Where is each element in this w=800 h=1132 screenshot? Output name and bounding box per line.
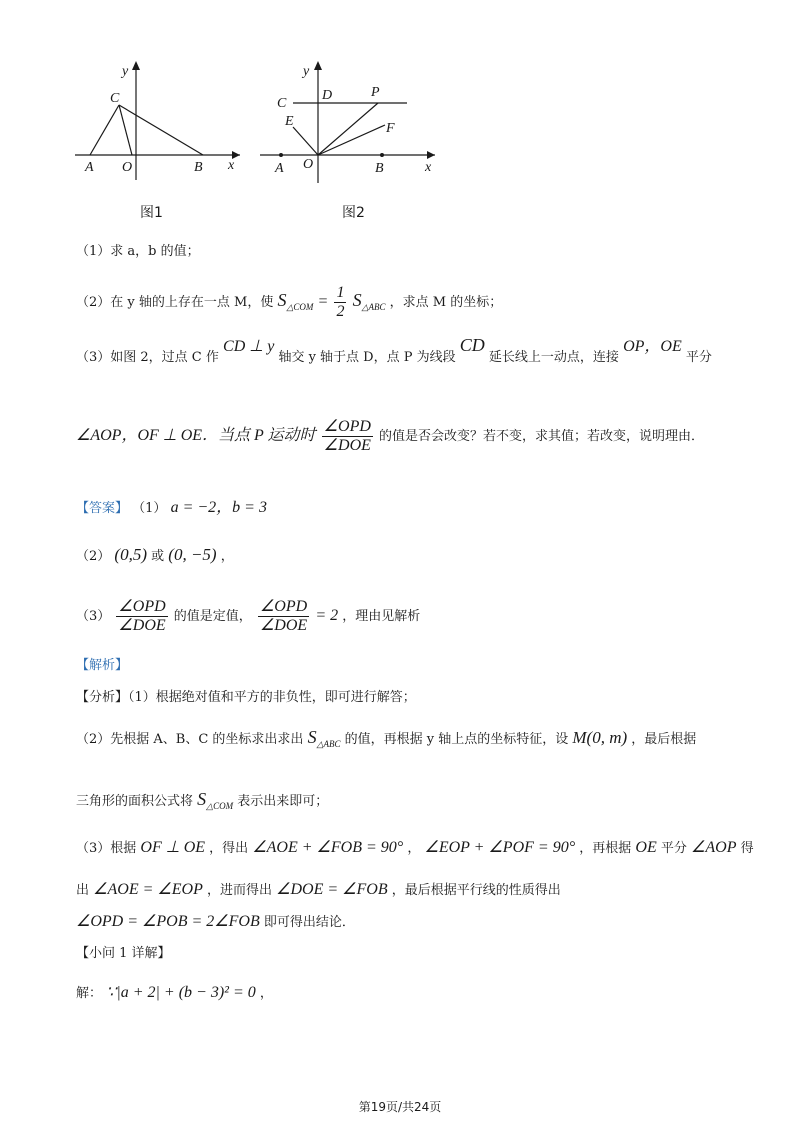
ray-op (318, 103, 378, 155)
label-c: C (277, 96, 287, 111)
answer-1: 【答案】 （1） a = −2，b = 3 (76, 499, 267, 516)
label-x: x (228, 158, 235, 173)
question-2-text-b: ，求点 M 的坐标； (389, 295, 503, 310)
s-com: $S_{\triangle COM}$ (277, 290, 314, 313)
segment-ac (90, 105, 119, 155)
label-e: E (285, 114, 294, 129)
s-com-inline: $S_{\triangle COM}$ (197, 789, 234, 812)
segment-cd: CD (459, 335, 485, 355)
fraction-opd-doe: $\frac{\text{∠OPD}}{\text{∠DOE}}$ (323, 418, 371, 454)
question-2 (76, 284, 502, 321)
answer-3: （3） $\frac{\text{∠OPD}}{\text{∠DOE}}$ 的值是定值， $\frac{\text{∠OPD}}{\text{∠DOE}}$ = 2 ，理由见解析 (76, 598, 421, 634)
y-axis-arrow (314, 61, 322, 70)
question-1: （1）求 a，b 的值； (76, 244, 200, 259)
s-abc: $S_{\triangle ABC}$ (352, 290, 386, 313)
point-a (279, 153, 283, 157)
question-2-text-a: （2）在 y 轴的上存在一点 M，使 (76, 295, 274, 310)
answer-tag: 【答案】 (76, 501, 129, 516)
page-number: 第19页/共24页 (358, 1100, 442, 1114)
ray-of (318, 125, 385, 155)
solution-line: 解： ∵|a + 2| + (b − 3)² = 0 ， (76, 984, 273, 1001)
figure-2-diagram (255, 55, 445, 185)
question-3-line-1: （3）如图 2，过点 C 作 CD ⊥ y 轴交 y 轴于点 D，点 P 为线段 CD 延长线上一动点，连接 OP，OE 平分 (76, 335, 712, 365)
fraction-one-half: $\frac{1}{2}$ (336, 284, 345, 320)
label-d: D (322, 88, 333, 103)
label-b: B (194, 160, 203, 175)
analysis-p3-line-1: （3）根据 OF ⊥ OE ，得出 ∠AOE + ∠FOB = 90° ， ∠EOP + ∠POF = 90° ，再根据 OE 平分 ∠AOP 得 (76, 839, 754, 856)
detail-tag: 【小问 1 详解】 (76, 946, 171, 961)
figure-1-caption: 图1 (140, 205, 163, 221)
analysis-p3-line-3: ∠OPD = ∠POB = 2∠FOB 即可得出结论． (76, 913, 355, 930)
label-o: O (122, 160, 133, 175)
answer-2: （2） (0,5) 或 (0, −5) ， (76, 545, 234, 564)
analysis-p1: 【分析】（1）根据绝对值和平方的非负性，即可进行解答； (76, 690, 416, 705)
analysis-p2-line-2: 三角形的面积公式将 $S_{\triangle COM}$ 表示出来即可； (76, 789, 329, 812)
s-abc-inline: $S_{\triangle ABC}$ (307, 727, 341, 750)
label-a: A (275, 161, 284, 176)
op-oe: OP，OE (623, 338, 682, 355)
x-axis-arrow (427, 151, 435, 159)
question-3-line-2: ∠AOP，OF ⊥ OE．当点 P 运动时 $\frac{\text{∠OPD}}{\text{∠DOE}}$ 的值是否会改变？若不变，求其值；若改变，说明理由． (76, 418, 705, 454)
equals-sign: = (317, 293, 329, 310)
label-p: P (371, 85, 380, 100)
answer-2-point-1: (0,5) (114, 545, 147, 564)
label-x: x (425, 160, 432, 175)
answer-3-fraction-2: $\frac{\text{∠OPD}}{\text{∠DOE}}$ (259, 598, 308, 634)
point-m: M(0, m) (572, 728, 628, 747)
analysis-p2-line-1: （2）先根据 A、B、C 的坐标求出求出 $S_{\triangle ABC}$ 的值，再根据 y 轴上点的坐标特征，设 M(0, m) ，最后根据 (76, 727, 697, 750)
analysis-p3-line-2: 出 ∠AOE = ∠EOP ，进而得出 ∠DOE = ∠FOB ，最后根据平行线的性质得出 (76, 881, 561, 898)
label-b: B (375, 161, 384, 176)
y-axis-arrow (132, 61, 140, 70)
label-a: A (85, 160, 94, 175)
ray-oe (293, 127, 318, 155)
figure-2-caption: 图2 (342, 205, 365, 221)
cd-perp-y: CD ⊥ y (223, 338, 275, 355)
label-f: F (386, 121, 395, 136)
point-b (380, 153, 384, 157)
answer-2-point-2: (0, −5) (168, 545, 217, 564)
answer-1-value: a = −2，b = 3 (170, 499, 267, 516)
answer-3-fraction-1: $\frac{\text{∠OPD}}{\text{∠DOE}}$ (118, 598, 166, 634)
label-y: y (303, 64, 310, 79)
segment-co (119, 105, 132, 155)
figure-1-diagram (70, 55, 250, 185)
label-y: y (122, 64, 129, 79)
label-o: O (303, 157, 314, 172)
analysis-tag: 【解析】 (76, 658, 129, 673)
solution-equation: ∵|a + 2| + (b − 3)² = 0 (106, 984, 256, 1001)
segment-cb (119, 105, 203, 155)
label-c: C (110, 91, 120, 106)
